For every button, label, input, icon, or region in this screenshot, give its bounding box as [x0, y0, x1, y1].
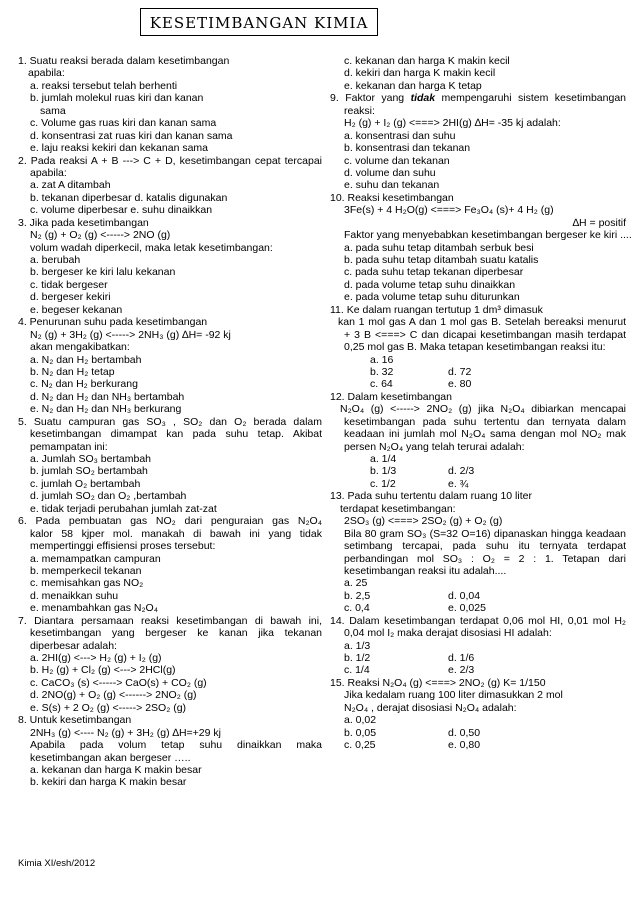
text-line: kesetimbangan akan bergeser …..	[30, 751, 191, 764]
text-line: d. kekiri dan harga K makin kecil	[344, 67, 496, 80]
text-line: + 3 B <===> C dan dicapai kesetimbangan masih terdapat	[344, 328, 626, 341]
text-line: c. jumlah O₂ bertambah	[30, 477, 141, 490]
option-left: c. 0,4	[344, 602, 370, 615]
text-line: 10. Reaksi kesetimbangan	[330, 191, 454, 204]
page-footer: Kimia XI/esh/2012	[18, 858, 96, 869]
text-line: d. konsentrasi zat ruas kiri dan kanan sama	[30, 129, 233, 142]
text-line: akan mengakibatkan:	[30, 341, 130, 354]
option-right: d. 72	[448, 365, 472, 378]
text-line: b. kekiri dan harga K makin besar	[30, 776, 187, 789]
text-line: setimbang tercapai, pada suhu itu ternyata terdapat	[344, 540, 626, 553]
text-line: d. bergeser kekiri	[30, 291, 111, 304]
text-line: c. N₂ dan H₂ berkurang	[30, 378, 138, 391]
text-line: b. H₂ (g) + Cl₂ (g) <---> 2HCl(g)	[30, 664, 176, 677]
text-line: 4. Penurunan suhu pada kesetimbangan	[18, 316, 208, 329]
text-line: sama	[40, 104, 66, 117]
text-line: keadaan ini jumlah mol N₂O₄ sama dengan mol NO₂ mak	[344, 428, 626, 441]
text-line: a. konsentrasi dan suhu	[344, 129, 456, 142]
text-line: d. volume dan suhu	[344, 166, 436, 179]
option-right: e. 0,025	[448, 602, 486, 615]
text-line: a. memampatkan campuran	[30, 552, 161, 565]
text-line: c. volume diperbesar e. suhu dinaikkan	[30, 204, 213, 217]
text-line: kalor 58 kjper mol. manakah di bawah ini yang tidak	[30, 527, 322, 540]
text-line: b. memperkecil tekanan	[30, 564, 142, 577]
text-line: a. kekanan dan harga K makin besar	[30, 763, 202, 776]
text-line: a. pada suhu tetap ditambah serbuk besi	[344, 241, 534, 254]
left-column	[18, 55, 322, 789]
text-line: N₂O₄ , derajat disosiasi N₂O₄ adalah:	[344, 701, 517, 714]
text-line: a. Jumlah SO₃ bertambah	[30, 453, 152, 465]
text-line: e. begeser kekanan	[30, 303, 123, 316]
text-line: b. tekanan diperbesar d. katalis digunakan	[30, 191, 228, 204]
text-line: a. reaksi tersebut telah berhenti	[30, 79, 178, 92]
text-line: b. N₂ dan H₂ tetap	[30, 365, 115, 378]
text-line: c. CaCO₃ (s) <-----> CaO(s) + CO₂ (g)	[30, 676, 207, 689]
option-right: d. 0,04	[448, 589, 481, 602]
text-line: ∆H = positif	[572, 216, 626, 229]
text-line: 0,25 mol gas B. Maka tetapan kesetimbangan reaksi itu:	[344, 341, 606, 354]
text-line: a. 2HI(g) <---> H₂ (g) + I₂ (g)	[30, 652, 162, 664]
text-line: mempertinggi effisiensi proses tersebut:	[30, 540, 216, 553]
text-line: Bila 80 gram SO₃ (S=32 O=16) dipanaskan hingga keadaan	[344, 527, 626, 540]
option-right: d. 2/3	[448, 465, 475, 478]
text-line	[330, 602, 626, 614]
text-line	[330, 478, 626, 490]
emphasis-word: tidak	[410, 92, 436, 105]
text-line	[330, 652, 626, 664]
text-line: c. memisahkan gas NO₂	[30, 577, 144, 590]
text-line: e. pada volume tetap suhu diturunkan	[344, 291, 520, 304]
text-line: e. tidak terjadi perubahan jumlah zat-zat	[30, 502, 217, 515]
text-line: 11. Ke dalam ruangan tertutup 1 dm³ dimasuk	[330, 303, 543, 316]
text-line: 0,04 mol I₂ maka derajat disosiasi HI adalah:	[344, 627, 552, 640]
text-line: a. 1/3	[344, 639, 371, 652]
text-line: 15. Reaksi N₂O₄ (g) <===> 2NO₂ (g) K= 1/150	[330, 676, 546, 689]
text-line: apabila:	[28, 67, 65, 80]
text-line: e. kekanan dan harga K tetap	[344, 79, 482, 92]
text-line: pemampatan ini:	[30, 440, 108, 453]
text-line: a. zat A ditambah	[30, 179, 111, 192]
text-line: 5. Suatu campuran gas SO₃ , SO₂ dan O₂ berada dalam	[18, 415, 322, 428]
text-line: e. S(s) + 2 O₂ (g) <-----> 2SO₂ (g)	[30, 701, 187, 714]
text-line	[330, 465, 626, 477]
option-right: e. 2/3	[448, 664, 475, 677]
text-line: 14. Dalam kesetimbangan terdapat 0,06 mol HI, 0,01 mol H₂	[330, 614, 626, 627]
option-left: b. 2,5	[344, 589, 371, 602]
text-line: d. N₂ dan H₂ dan NH₃ bertambah	[30, 390, 185, 403]
text-line: 8. Untuk kesetimbangan	[18, 714, 132, 727]
text-line: kesetimbangan yang bergeser ke kanan jika tekanan	[30, 627, 322, 640]
option-left: c. 0,25	[344, 739, 376, 752]
text-line: diperbesar adalah:	[30, 639, 117, 652]
text-line: b. jumlah molekul ruas kiri dan kanan	[30, 92, 204, 105]
option-right: e. ¾	[448, 477, 469, 490]
option-left: c. 64	[370, 378, 393, 391]
option-left: b. 32	[370, 365, 394, 378]
text-line: 3. Jika pada kesetimbangan	[18, 216, 149, 229]
option-left: b. 1/3	[370, 465, 397, 478]
text-line: reaksi:	[344, 104, 375, 117]
text-line: a. berubah	[30, 254, 81, 266]
text-line: c. tidak bergeser	[30, 278, 108, 291]
text-line: N₂O₄ (g) <-----> 2NO₂ (g) jika N₂O₄ dibiarkan mencapai	[340, 403, 626, 416]
text-line: b. pada suhu tetap ditambah suatu katalis	[344, 254, 539, 266]
text-line: N₂ (g) + 3H₂ (g) <-----> 2NH₃ (g) ∆H= -92 kj	[30, 328, 231, 341]
text-line: 9. Faktor yang tidak mempengaruhi sistem kesetimbangan	[330, 92, 626, 105]
text-line: Faktor yang menyebabkan kesetimbangan bergeser ke kiri ....	[344, 229, 632, 242]
text-line: b. bergeser ke kiri lalu kekanan	[30, 266, 176, 279]
text-line: b. jumlah SO₂ bertambah	[30, 465, 148, 478]
text-line: N₂ (g) + O₂ (g) <-----> 2NO (g)	[30, 229, 171, 242]
option-right: e. 0,80	[448, 739, 481, 752]
text-line: apabila:	[30, 166, 67, 179]
text-line: d. menaikkan suhu	[30, 589, 119, 602]
text-line: a. 0,02	[344, 714, 377, 727]
text-line: 1. Suatu reaksi berada dalam kesetimbangan	[18, 55, 230, 67]
text-line	[330, 664, 626, 676]
text-line	[330, 590, 626, 602]
text-line: kesetimbangan pada suhu tertentu dan ternyata dalam	[344, 415, 626, 428]
text-line: 6. Pada pembuatan gas NO₂ dari penguraian gas N₂O₄	[18, 515, 322, 528]
text-line	[330, 727, 626, 739]
text-line: 3Fe(s) + 4 H₂O(g) <===> Fe₃O₄ (s)+ 4 H₂ (g)	[344, 204, 554, 217]
text-line: c. volume dan tekanan	[344, 154, 450, 167]
text-line	[330, 739, 626, 751]
text-line: volum wadah diperkecil, maka letak kesetimbangan:	[30, 241, 273, 254]
text-line: Apabila pada volum tetap suhu dinaikkan maka	[30, 739, 322, 752]
text-line: 2NH₃ (g) <---- N₂ (g) + 3H₂ (g) ∆H=+29 kj	[30, 726, 221, 739]
text-line: d. pada volume tetap suhu dinaikkan	[344, 278, 516, 291]
text-line: 7. Diantara persamaan reaksi kesetimbangan di bawah ini,	[18, 614, 322, 627]
text-line: c. pada suhu tetap tekanan diperbesar	[344, 266, 524, 279]
text-line: e. suhu dan tekanan	[344, 179, 440, 192]
text-line: c. kekanan dan harga K makin kecil	[344, 55, 510, 67]
title-box	[140, 8, 378, 36]
text-line: H₂ (g) + I₂ (g) <===> 2HI(g) ∆H= -35 kj adalah:	[344, 117, 561, 130]
option-left: c. 1/2	[370, 477, 396, 490]
option-left: c. 1/4	[344, 664, 370, 677]
option-right: d. 0,50	[448, 726, 481, 739]
text-line: b. konsentrasi dan tekanan	[344, 142, 471, 155]
text-line	[330, 366, 626, 378]
text-line: 13. Pada suhu tertentu dalam ruang 10 liter	[330, 490, 532, 503]
text-line: a. 25	[344, 577, 368, 590]
text-line: c. Volume gas ruas kiri dan kanan sama	[30, 117, 217, 130]
text-line: a. 16	[370, 353, 394, 366]
text-line: a. N₂ dan H₂ bertambah	[30, 353, 142, 366]
text-line: kesetimbangan reaksi itu adalah....	[344, 564, 507, 577]
option-left: b. 1/2	[344, 652, 371, 664]
text-line: e. laju reaksi kekiri dan kekanan sama	[30, 142, 209, 155]
text-line: kan 1 mol gas A dan 1 mol gas B. Setelah bereaksi menurut	[338, 316, 626, 329]
text-line: 12. Dalam kesetimbangan	[330, 390, 452, 403]
text-line: a. 1/4	[370, 453, 397, 465]
text-line: persen N₂O₄ yang telah terurai adalah:	[344, 440, 525, 453]
option-left: b. 0,05	[344, 726, 377, 739]
page-title: KESETIMBANGAN KIMIA	[149, 14, 369, 32]
text-line: d. jumlah SO₂ dan O₂ ,bertambah	[30, 490, 187, 503]
right-column	[330, 55, 632, 752]
text-line: kesetimbangan dimampat kan pada suhu tetap. Akibat	[30, 428, 322, 441]
text-line: e. N₂ dan H₂ dan NH₃ berkurang	[30, 403, 182, 416]
text-line: e. menambahkan gas N₂O₄	[30, 602, 159, 615]
text-line: 2. Pada reaksi A + B ---> C + D, kesetimbangan cepat tercapai	[18, 154, 322, 167]
text-line: perbandingan mol SO₃ : O₂ = 2 : 1. Tetapan dari	[344, 552, 626, 565]
text-line: Jika kedalam ruang 100 liter dimasukkan 2 mol	[344, 689, 563, 702]
text-line: d. 2NO(g) + O₂ (g) <------> 2NO₂ (g)	[30, 689, 197, 702]
option-right: e. 80	[448, 378, 472, 391]
text-line: terdapat kesetimbangan:	[340, 502, 456, 515]
option-right: d. 1/6	[448, 652, 475, 664]
text-line: 2SO₃ (g) <===> 2SO₂ (g) + O₂ (g)	[344, 515, 503, 528]
text-line	[330, 378, 626, 390]
